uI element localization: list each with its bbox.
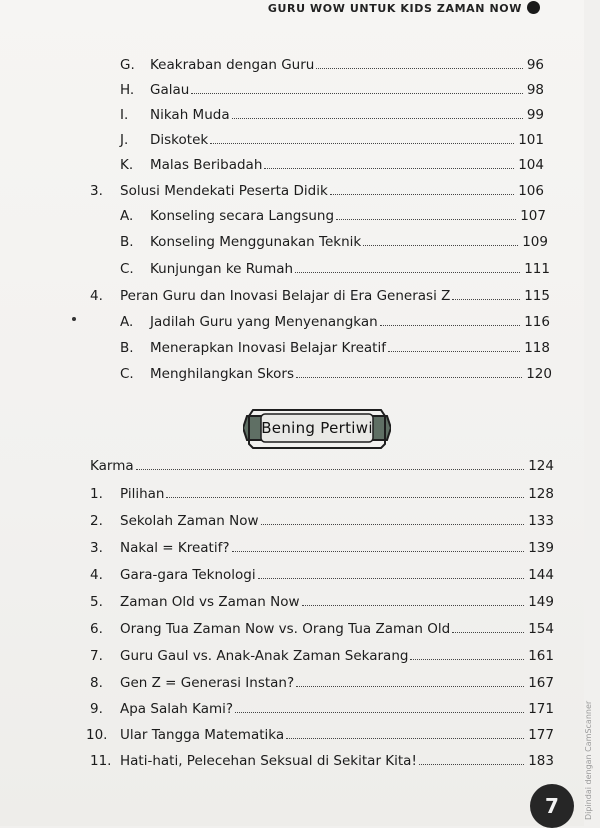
toc-entry-number: H. (120, 82, 135, 98)
toc-entry-page: 183 (528, 753, 554, 769)
toc-entry (90, 565, 554, 583)
toc-entry-number: B. (120, 234, 134, 250)
toc-entry-number: 5. (90, 594, 103, 610)
toc-entry-page: 98 (526, 82, 544, 98)
toc-entry (90, 511, 554, 529)
toc-entry-number: J. (120, 132, 129, 148)
toc-leader-dots (258, 578, 525, 579)
toc-entry-title: Guru Gaul vs. Anak-Anak Zaman Sekarang (120, 648, 409, 664)
toc-entry (120, 80, 544, 98)
toc-entry-number: 7. (90, 648, 103, 664)
toc-entry-title: Nakal = Kreatif? (120, 540, 230, 556)
toc-entry (90, 286, 550, 304)
toc-entry (120, 130, 544, 148)
toc-entry-number: A. (120, 314, 134, 330)
toc-entry-title: Karma (90, 458, 134, 474)
toc-entry-title: Malas Beribadah (150, 157, 263, 173)
toc-leader-dots (388, 351, 520, 352)
toc-entry-number: 3. (90, 540, 103, 556)
toc-leader-dots (264, 168, 514, 169)
toc-entry-page: 167 (528, 675, 554, 691)
toc-entry-number: I. (120, 107, 129, 123)
toc-entry-title: Menerapkan Inovasi Belajar Kreatif (150, 340, 386, 356)
toc-entry-page: 149 (528, 594, 554, 610)
toc-entry-page: 109 (522, 234, 548, 250)
toc-leader-dots (295, 272, 520, 273)
running-header: GURU WOW UNTUK KIDS ZAMAN NOW (267, 2, 522, 15)
toc-entry (90, 592, 554, 610)
toc-leader-dots (286, 738, 524, 739)
toc-entry-page: 104 (518, 157, 544, 173)
toc-entry-page: 99 (526, 107, 544, 123)
toc-leader-dots (296, 377, 522, 378)
toc-leader-dots (452, 632, 524, 633)
toc-entry-number: 3. (90, 183, 103, 199)
toc-entry-page: 115 (524, 288, 550, 304)
toc-entry (120, 155, 544, 173)
toc-entry-title: Diskotek (150, 132, 209, 148)
toc-entry-title: Galau (150, 82, 190, 98)
toc-entry (90, 456, 554, 474)
toc-entry-number: C. (120, 366, 134, 382)
toc-entry-number: 1. (90, 486, 103, 502)
toc-leader-dots (330, 194, 514, 195)
toc-entry (86, 725, 554, 743)
toc-leader-dots (316, 68, 522, 69)
toc-leader-dots (336, 219, 516, 220)
header-dot-icon (527, 1, 540, 14)
toc-entry-title: Hati-hati, Pelecehan Seksual di Sekitar Kita! (120, 753, 417, 769)
toc-entry-number: K. (120, 157, 134, 173)
toc-entry-title: Nikah Muda (150, 107, 230, 123)
toc-entry-number: C. (120, 261, 134, 277)
toc-entry-title: Menghilangkan Skors (150, 366, 294, 382)
toc-entry (120, 232, 548, 250)
toc-entry-page: 106 (518, 183, 544, 199)
toc-leader-dots (363, 245, 518, 246)
toc-leader-dots (235, 712, 524, 713)
toc-leader-dots (261, 524, 525, 525)
scanner-watermark: Dipindai dengan CamScanner (584, 700, 593, 820)
toc-entry-title: Peran Guru dan Inovasi Belajar di Era Generasi Z (120, 288, 451, 304)
section-banner (243, 406, 391, 450)
toc-entry-title: Gara-gara Teknologi (120, 567, 256, 583)
toc-leader-dots (191, 93, 522, 94)
toc-entry-number: 2. (90, 513, 103, 529)
toc-leader-dots (296, 686, 524, 687)
page-number-badge: 7 (530, 784, 574, 828)
toc-entry-number: B. (120, 340, 134, 356)
toc-entry (90, 181, 544, 199)
toc-entry-page: 154 (528, 621, 554, 637)
toc-entry-number: 11. (90, 753, 112, 769)
toc-entry (120, 259, 550, 277)
toc-leader-dots (136, 469, 525, 470)
toc-entry-number: 9. (90, 701, 103, 717)
toc-entry (120, 338, 550, 356)
toc-entry-page: 171 (528, 701, 554, 717)
toc-entry-page: 128 (528, 486, 554, 502)
toc-entry-page: 139 (528, 540, 554, 556)
toc-entry-page: 144 (528, 567, 554, 583)
toc-entry-title: Pilihan (120, 486, 165, 502)
toc-leader-dots (166, 497, 524, 498)
toc-entry-page: 161 (528, 648, 554, 664)
toc-entry (90, 646, 554, 664)
toc-entry-title: Zaman Old vs Zaman Now (120, 594, 300, 610)
toc-entry (90, 673, 554, 691)
toc-entry (120, 312, 550, 330)
toc-entry-title: Gen Z = Generasi Instan? (120, 675, 295, 691)
toc-entry-page: 107 (520, 208, 546, 224)
toc-entry-title: Solusi Mendekati Peserta Didik (120, 183, 328, 199)
stray-mark (72, 317, 76, 321)
toc-entry-page: 120 (526, 366, 552, 382)
toc-leader-dots (452, 299, 520, 300)
toc-entry-page: 111 (524, 261, 550, 277)
toc-leader-dots (232, 118, 523, 119)
toc-entry (90, 484, 554, 502)
toc-entry (120, 55, 544, 73)
toc-entry-title: Kunjungan ke Rumah (150, 261, 294, 277)
toc-entry (90, 699, 554, 717)
toc-leader-dots (232, 551, 525, 552)
banner-author-name: Bening Pertiwi (261, 419, 373, 437)
toc-leader-dots (210, 143, 514, 144)
toc-entry (120, 105, 544, 123)
toc-entry-number: 10. (86, 727, 108, 743)
toc-entry-page: 177 (528, 727, 554, 743)
toc-entry-number: G. (120, 57, 135, 73)
toc-entry-title: Konseling secara Langsung (150, 208, 335, 224)
toc-entry-page: 116 (524, 314, 550, 330)
toc-entry-title: Keakraban dengan Guru (150, 57, 315, 73)
toc-entry-page: 101 (518, 132, 544, 148)
toc-entry-title: Sekolah Zaman Now (120, 513, 259, 529)
toc-entry-title: Konseling Menggunakan Teknik (150, 234, 362, 250)
toc-entry (90, 619, 554, 637)
toc-entry-page: 124 (528, 458, 554, 474)
toc-entry-page: 133 (528, 513, 554, 529)
toc-entry-number: 4. (90, 567, 103, 583)
toc-entry-title: Orang Tua Zaman Now vs. Orang Tua Zaman Old (120, 621, 451, 637)
toc-entry (90, 538, 554, 556)
toc-leader-dots (380, 325, 521, 326)
toc-entry-title: Apa Salah Kami? (120, 701, 234, 717)
toc-entry-title: Ular Tangga Matematika (120, 727, 285, 743)
toc-entry-number: A. (120, 208, 134, 224)
toc-entry-number: 6. (90, 621, 103, 637)
toc-entry (120, 364, 552, 382)
toc-leader-dots (419, 764, 524, 765)
toc-entry-page: 96 (526, 57, 544, 73)
toc-entry-title: Jadilah Guru yang Menyenangkan (150, 314, 378, 330)
toc-entry-number: 8. (90, 675, 103, 691)
toc-entry-page: 118 (524, 340, 550, 356)
toc-entry (90, 751, 554, 769)
toc-leader-dots (410, 659, 524, 660)
toc-entry-number: 4. (90, 288, 103, 304)
toc-leader-dots (302, 605, 525, 606)
toc-entry (120, 206, 546, 224)
